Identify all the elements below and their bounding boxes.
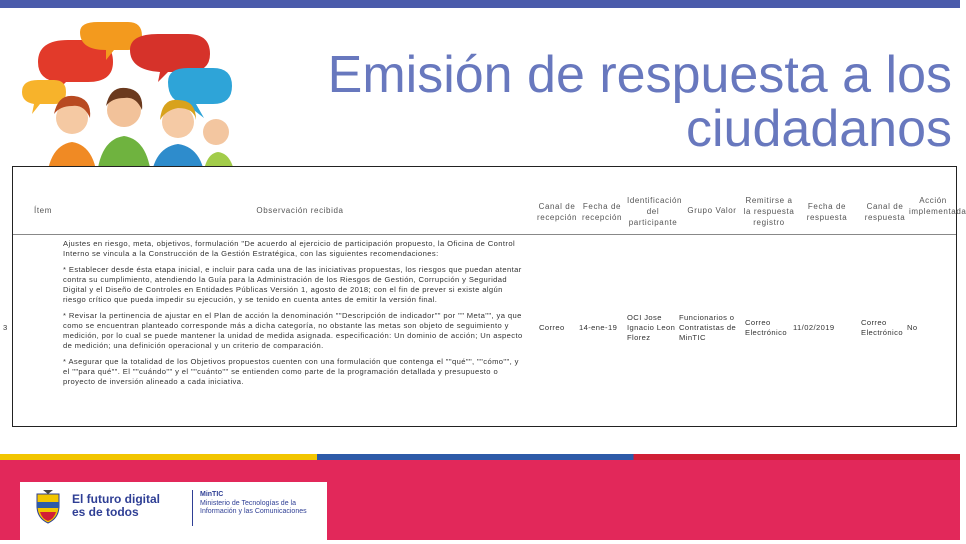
table-header-row bbox=[13, 167, 966, 235]
header-observacion: Observación recibida bbox=[256, 206, 344, 215]
government-logo-panel bbox=[20, 482, 327, 544]
header-fecha-recepcion: Fecha de recepción bbox=[581, 202, 623, 222]
ministry-label bbox=[200, 491, 307, 517]
observacion-paragraph: Ajustes en riesgo, meta, objetivos, formulación "De acuerdo al ejercicio de participación propuesto, la Oficina de Control Interno se vincula a la Construcción de la Gestión Estratégica, con las siguientes recomendaciones: bbox=[63, 239, 516, 258]
slogan bbox=[72, 493, 160, 519]
cell-remitirse: Correo Electrónico bbox=[745, 318, 787, 337]
header-item: Ítem bbox=[34, 206, 52, 215]
header-remitirse: Remitirse a la respuesta registro bbox=[743, 196, 795, 227]
slogan-line: El futuro digital bbox=[72, 492, 160, 506]
responses-table bbox=[3, 166, 966, 427]
slogan-line: es de todos bbox=[72, 505, 139, 519]
cell-observacion bbox=[63, 239, 527, 393]
cell-identificacion: OCI Jose Ignacio Leon Florez bbox=[627, 313, 676, 342]
header-grupo-valor: Grupo Valor bbox=[687, 206, 737, 215]
ministry-short: MinTIC bbox=[200, 491, 224, 498]
header-identificacion: Identificación del participante bbox=[627, 196, 683, 227]
header-fecha-respuesta: Fecha de respuesta bbox=[806, 202, 848, 222]
header-accion: Acción implementada bbox=[909, 196, 966, 216]
slide-title: Emisión de respuesta a los ciudadanos bbox=[327, 46, 952, 158]
cell-item: 3 bbox=[3, 323, 8, 332]
header-canal-recepcion: Canal de recepción bbox=[537, 202, 578, 222]
cell-canal-respuesta: Correo Electrónico bbox=[861, 318, 903, 337]
cell-fecha-respuesta: 11/02/2019 bbox=[793, 323, 835, 332]
observacion-paragraph: * Establecer desde ésta etapa inicial, e incluir para cada una de las iniciativas propuestas, los riesgos que puedan atentar contra su cumplimiento, atendiendo la Guía para la Administración de los Riesgos de Gestión, Corrupción y Seguridad Digital y el Diseño de Controles en Entidades Públicas Versión 1, agosto de 2018; con el fin de prever si existe algún riesgo crítico que pueda impedir su ejecución, y se tenido en cuenta antes de emitir la versión final. bbox=[63, 265, 522, 304]
logo-divider bbox=[192, 490, 193, 526]
ministry-line: Información y las Comunicaciones bbox=[200, 508, 307, 515]
cell-fecha-recepcion: 14-ene-19 bbox=[579, 323, 618, 332]
observacion-paragraph: * Revisar la pertinencia de ajustar en el Plan de acción la denominación ""Descripción de indicador"" por "" Meta"", ya que como se encuentran planteado corresponde más a dicha categoría, no obstante las metas son objeto de seguimiento y medición, por lo cual se puede mantener la unidad de medida asignada. especificación: Un dominio de acción; Un aspecto de medición; una definición operacional y un criterio de comparación. bbox=[63, 311, 523, 350]
cell-grupo-valor: Funcionarios o Contratistas de MinTIC bbox=[679, 313, 737, 342]
observacion-paragraph: * Asegurar que la totalidad de los Objetivos propuestos cuenten con una formulación que contenga el ""qué"", ""cómo"", y el ""para qué"". El ""cuándo"" y el ""cuánto"" se entienden como parte de la programación detallada y presupuesto o proyecto de inversión alineado a cada iniciativa. bbox=[63, 357, 519, 386]
coat-of-arms-icon bbox=[34, 490, 62, 524]
cell-canal-recepcion: Correo bbox=[539, 323, 565, 332]
footer-band bbox=[0, 460, 960, 540]
top-accent-bar bbox=[0, 0, 960, 8]
ministry-line: Ministerio de Tecnologías de la bbox=[200, 499, 296, 507]
cell-accion: No bbox=[907, 323, 918, 332]
header-canal-respuesta: Canal de respuesta bbox=[864, 202, 906, 222]
